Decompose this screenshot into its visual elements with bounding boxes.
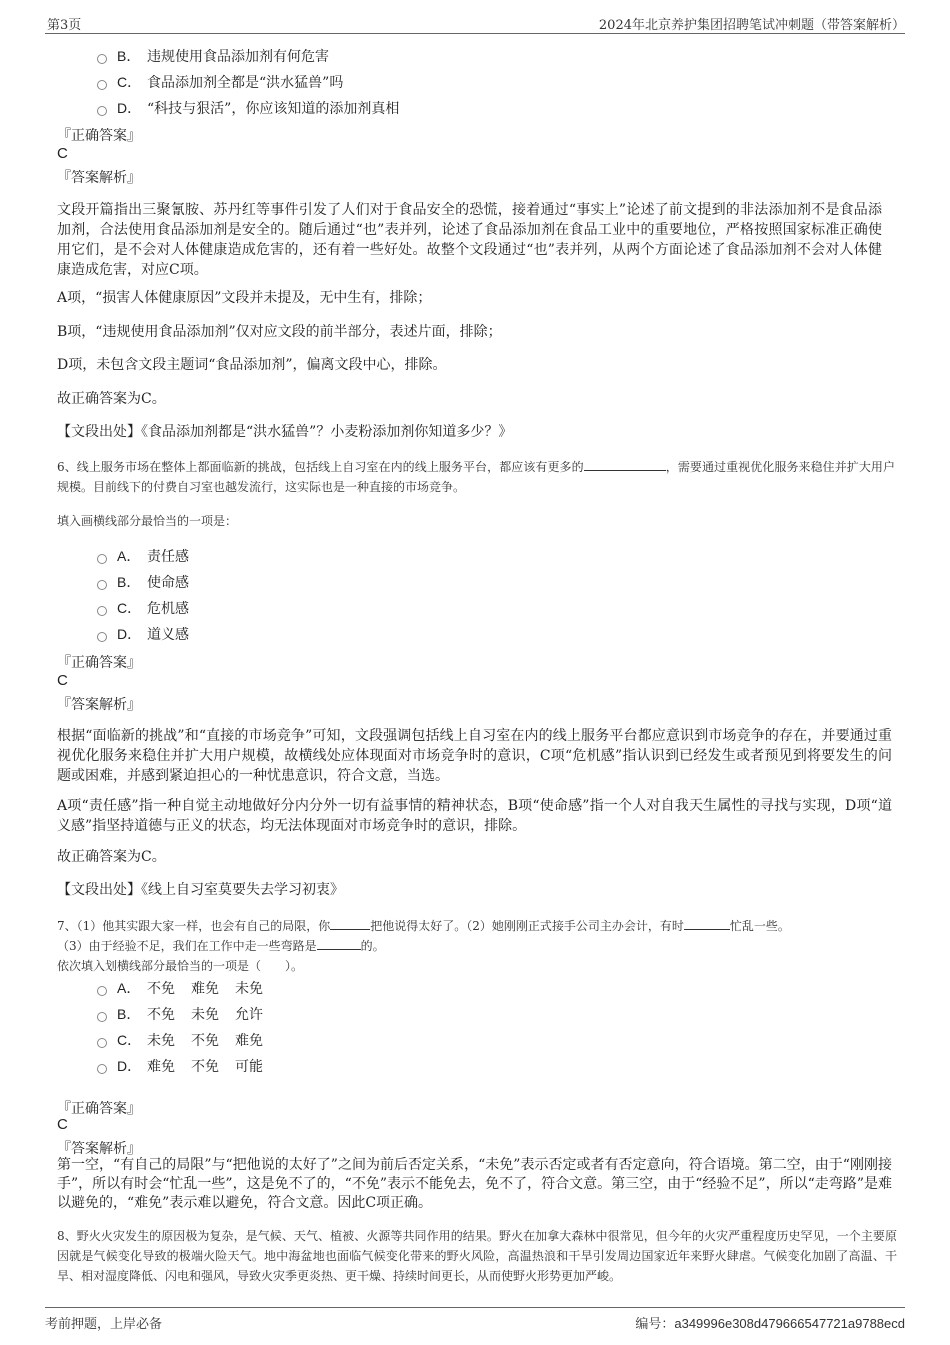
- analysis-paragraph: 文段开篇指出三聚氰胺、苏丹红等事件引发了人们对于食品安全的恐慌，接着通过“事实上”论述了前文提到的非法添加剂不是食品添加剂，合法使用食品添加剂是安全的。随后通过“也”表并列，论述了食品添加剂在食品工业中的重要地位，严格按照国家标准正确使用它们，是不会对人体健康造成危害的，还有着一些好处。故整个文段通过“也”表并列，从两个方面论述了食品添加剂不会对人体健康造成危害，对应C项。: [57, 202, 882, 278]
- radio-icon[interactable]: [97, 1038, 107, 1048]
- option-c[interactable]: C． 食品添加剂全都是“洪水猛兽”吗: [97, 72, 343, 92]
- option-d[interactable]: D． “科技与狠活”，你应该知道的添加剂真相: [97, 98, 399, 118]
- option-text: “科技与狠活”，你应该知道的添加剂真相: [147, 101, 400, 117]
- radio-icon[interactable]: [97, 80, 107, 90]
- option-text: 危机感: [147, 601, 189, 617]
- analysis-paragraph: 第一空，“有自己的局限”与“把他说的太好了”之间为前后否定关系，“未免”表示否定或者有否定意向，符合语境。第二空，由于“刚刚接手”，所以有时会“忙乱一些”，这是免不了的，“不免”表示不能免去，免不了，符合文意。第三空，由于“经验不足”，所以“走弯路”是难以避免的，“难免”表示难以避免，符合文意。因此C项正确。: [57, 1157, 892, 1211]
- option-text: 违规使用食品添加剂有何危害: [147, 49, 329, 65]
- footer-slogan: 考前押题，上岸必备: [45, 1317, 163, 1332]
- analysis-label: 『答案解析』: [57, 170, 141, 186]
- answer-label: 『正确答案』: [57, 1101, 141, 1117]
- option-d[interactable]: D． 难免 不免 可能: [97, 1056, 279, 1076]
- question-stem: 6、线上服务市场在整体上都面临新的挑战，包括线上自习室在内的线上服务平台，都应该有更多的 ，需要通过重视优化服务来稳住并扩大用户规模。目前线下的付费自习室也越发流行，这实际也是一种直接的市场竞争。: [57, 460, 895, 494]
- analysis-label: 『答案解析』: [57, 1141, 141, 1157]
- option-text: 食品添加剂全都是“洪水猛兽”吗: [147, 75, 344, 91]
- radio-icon[interactable]: [97, 54, 107, 64]
- radio-icon[interactable]: [97, 1012, 107, 1022]
- option-text: 责任感: [147, 549, 189, 565]
- answer-value: C: [57, 1116, 68, 1133]
- radio-icon[interactable]: [97, 1064, 107, 1074]
- analysis-paragraph: 根据“面临新的挑战”和“直接的市场竞争”可知，文段强调包括线上自习室在内的线上服务平台都应意识到市场竞争的存在，并要通过重视优化服务来稳住并扩大用户规模，故横线处应体现面对市场竞争时的意识，C项“危机感”指认识到已经发生或者预见到将要发生的问题或困难，并感到紧迫担心的一种忧患意识，符合文意，当选。: [57, 728, 892, 784]
- question-stem: 7、（1）他其实跟大家一样，也会有自己的局限，你 把他说得太好了。（2）她刚刚正式接手公司主办会计，有时 忙乱一些。 （3）由于经验不足，我们在工作中走一些弯路是 的。: [57, 919, 790, 953]
- option-a[interactable]: A． 责任感: [97, 546, 189, 566]
- source-line: 【文段出处】《线上自习室莫要失去学习初衷》: [57, 882, 344, 898]
- question-prompt: 依次填入划横线部分最恰当的一项是（ ）。: [57, 959, 304, 973]
- header-rule: [45, 33, 905, 34]
- answer-label: 『正确答案』: [57, 655, 141, 671]
- fill-blank[interactable]: [584, 458, 666, 471]
- answer-label: 『正确答案』: [57, 128, 141, 144]
- analysis-paragraph: A项“责任感”指一种自觉主动地做好分内分外一切有益事情的精神状态，B项“使命感”指一个人对自我天生属性的寻找与实现，D项“道义感”指坚持道德与正义的状态，均无法体现面对市场竞争时的意识，排除。: [57, 798, 892, 834]
- radio-icon[interactable]: [97, 580, 107, 590]
- analysis-paragraph: D项，未包含文段主题词“食品添加剂”，偏离文段中心，排除。: [57, 357, 447, 373]
- analysis-label: 『答案解析』: [57, 697, 141, 713]
- radio-icon[interactable]: [97, 986, 107, 996]
- radio-icon[interactable]: [97, 106, 107, 116]
- option-text: 道义感: [147, 627, 189, 643]
- radio-icon[interactable]: [97, 632, 107, 642]
- fill-blank[interactable]: [330, 917, 370, 930]
- analysis-paragraph: 故正确答案为C。: [57, 391, 166, 407]
- document-code: 编号：a349996e308d479666547721a9788ecd: [635, 1316, 905, 1332]
- analysis-paragraph: B项，“违规使用食品添加剂”仅对应文段的前半部分，表述片面，排除；: [57, 324, 502, 340]
- page-number: 第3页: [47, 18, 82, 33]
- analysis-paragraph: 故正确答案为C。: [57, 849, 166, 865]
- question-prompt: 填入画横线部分最恰当的一项是：: [57, 514, 238, 528]
- option-c[interactable]: C． 未免 不免 难免: [97, 1030, 279, 1050]
- option-a[interactable]: A． 不免 难免 未免: [97, 978, 279, 998]
- option-c[interactable]: C． 危机感: [97, 598, 189, 618]
- option-b[interactable]: B． 违规使用食品添加剂有何危害: [97, 46, 329, 66]
- option-b[interactable]: B． 不免 未免 允许: [97, 1004, 279, 1024]
- document-title: 2024年北京养护集团招聘笔试冲刺题（带答案解析）: [598, 18, 905, 33]
- radio-icon[interactable]: [97, 554, 107, 564]
- source-line: 【文段出处】《食品添加剂都是“洪水猛兽”？小麦粉添加剂你知道多少？》: [57, 424, 513, 440]
- answer-value: C: [57, 672, 68, 689]
- question-stem: 8、野火火灾发生的原因极为复杂，是气候、天气、植被、火源等共同作用的结果。野火在加拿大森林中很常见，但今年的火灾严重程度历史罕见，一个主要原因就是气候变化导致的极端火险天气。地中海盆地也面临气候变化带来的野火风险，高温热浪和干旱引发周边国家近年来野火肆虐。气候变化加剧了高温、干旱、相对湿度降低、闪电和强风，导致火灾季更炎热、更干燥、持续时间更长，从而使野火形势更加严峻。: [57, 1229, 897, 1283]
- option-d[interactable]: D． 道义感: [97, 624, 189, 644]
- fill-blank[interactable]: [684, 917, 730, 930]
- fill-blank[interactable]: [317, 937, 361, 950]
- footer-rule: [45, 1307, 905, 1308]
- answer-value: C: [57, 145, 68, 162]
- option-text: 使命感: [147, 575, 189, 591]
- option-b[interactable]: B． 使命感: [97, 572, 189, 592]
- radio-icon[interactable]: [97, 606, 107, 616]
- analysis-paragraph: A项，“损害人体健康原因”文段并未提及，无中生有，排除；: [57, 290, 432, 306]
